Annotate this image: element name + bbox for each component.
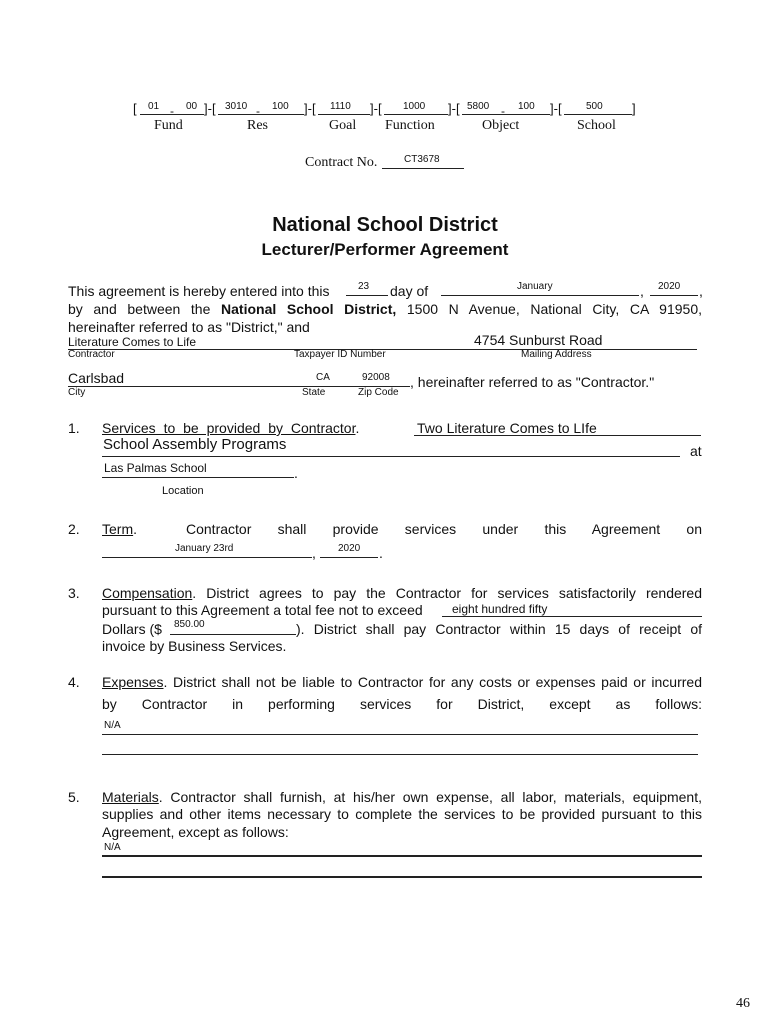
section-5-number: 5. [68,789,80,805]
section-3-line-4: invoice by Business Services. [102,638,287,654]
res-code-1: 3010 [225,101,248,112]
object-label: Object [482,118,520,133]
section-5-line-1: Materials. Contractor shall furnish, at his/her own expense, all labor, materials, equipment, [102,789,702,805]
section-1-description: School Assembly Programs [103,436,287,453]
section-2-text: Contractor shall provide services under this Agreement on [186,521,702,537]
bracket-sep: ]-[ [304,101,316,116]
intro-month: January [517,281,553,292]
function-code: 1000 [403,101,426,112]
intro-text-2: day of [390,283,429,299]
section-5-value: N/A [104,842,121,853]
bracket-sep: ]-[ [370,101,382,116]
section-3-line-1: Compensation. District agrees to pay the Contractor for services satisfactorily rendered [102,585,702,601]
intro-text-1: This agreement is hereby entered into this [68,283,330,299]
fund-code-2: 00 [186,101,198,112]
contractor-label: Contractor [68,349,115,360]
section-3-amount: 850.00 [174,619,205,630]
object-code-1: 5800 [467,101,490,112]
section-3-line-2: pursuant to this Agreement a total fee not to exceed [102,602,423,618]
section-4-number: 4. [68,674,80,690]
comma: , [312,545,316,561]
bracket-close: ] [632,101,636,116]
section-2-year: 2020 [338,543,361,554]
separator: - [170,104,174,118]
contractor-city: Carlsbad [68,370,125,386]
contractor-name: Literature Comes to Life [68,335,197,349]
goal-code: 1110 [330,101,351,112]
separator: - [501,104,505,118]
city-label: City [68,387,86,398]
page-title: National School District [272,214,498,236]
goal-label: Goal [329,118,357,133]
section-4-value: N/A [104,720,121,731]
contractor-zip: 92008 [362,372,390,383]
contract-number-label: Contract No. [305,155,378,170]
intro-year: 2020 [658,281,681,292]
function-label: Function [385,118,435,133]
section-2-date: January 23rd [175,543,234,554]
page-subtitle: Lecturer/Performer Agreement [261,240,509,259]
fund-label: Fund [154,118,183,133]
contractor-hereinafter: , hereinafter referred to as "Contractor." [410,374,655,390]
zip-label: Zip Code [358,387,399,398]
section-1-location-value: Las Palmas School [104,461,207,475]
intro-line-2: by and between the National School District, 1500 N Avenue, National City, CA 91950, [68,301,703,317]
section-3-number: 3. [68,585,80,601]
school-label: School [577,118,616,133]
section-3-fee-words: eight hundred fifty [452,602,548,616]
section-2-number: 2. [68,521,80,537]
section-5-line-3: Agreement, except as follows: [102,824,289,840]
bracket-sep: ]-[ [550,101,562,116]
page-number: 46 [736,996,750,1011]
state-label: State [302,387,326,398]
intro-day: 23 [358,281,370,292]
fund-code-1: 01 [148,101,160,112]
section-1-service-name: Two Literature Comes to LIfe [417,420,597,436]
bracket-sep: ]-[ [448,101,460,116]
separator: - [256,104,260,118]
res-label: Res [247,118,268,133]
section-3-line-3: ). District shall pay Contractor within 15 days of receipt of [296,621,702,637]
section-1-heading: Services to be provided by Contractor. [102,420,360,436]
section-4-line-1: Expenses. District shall not be liable to Contractor for any costs or expenses paid or incurred [102,674,702,690]
section-3-dollars-prefix: Dollars ($ [102,621,162,637]
comma: , [640,283,644,299]
bracket-open: [ [133,101,137,116]
intro-line-3: hereinafter referred to as "District," and [68,319,310,335]
section-1-number: 1. [68,420,80,436]
contractor-mailing-address: 4754 Sunburst Road [474,332,603,348]
period: . [379,545,383,561]
bracket-sep: ]-[ [204,101,216,116]
contractor-state: CA [316,372,330,383]
comma: , [699,283,703,299]
section-2-heading: Term. [102,521,138,537]
section-1-location-label: Location [162,485,204,497]
section-4-line-2: by Contractor in performing services for District, except as follows: [102,696,702,712]
section-5-line-2: supplies and other items necessary to complete the services to be provided pursuant to this [102,806,702,822]
school-code: 500 [586,101,603,112]
contract-number-value: CT3678 [404,154,440,165]
section-1-at: at [690,443,702,459]
object-code-2: 100 [518,101,535,112]
period: . [294,465,298,481]
res-code-2: 100 [272,101,289,112]
taxpayer-id-label: Taxpayer ID Number [294,349,386,360]
mailing-address-label: Mailing Address [521,349,592,360]
